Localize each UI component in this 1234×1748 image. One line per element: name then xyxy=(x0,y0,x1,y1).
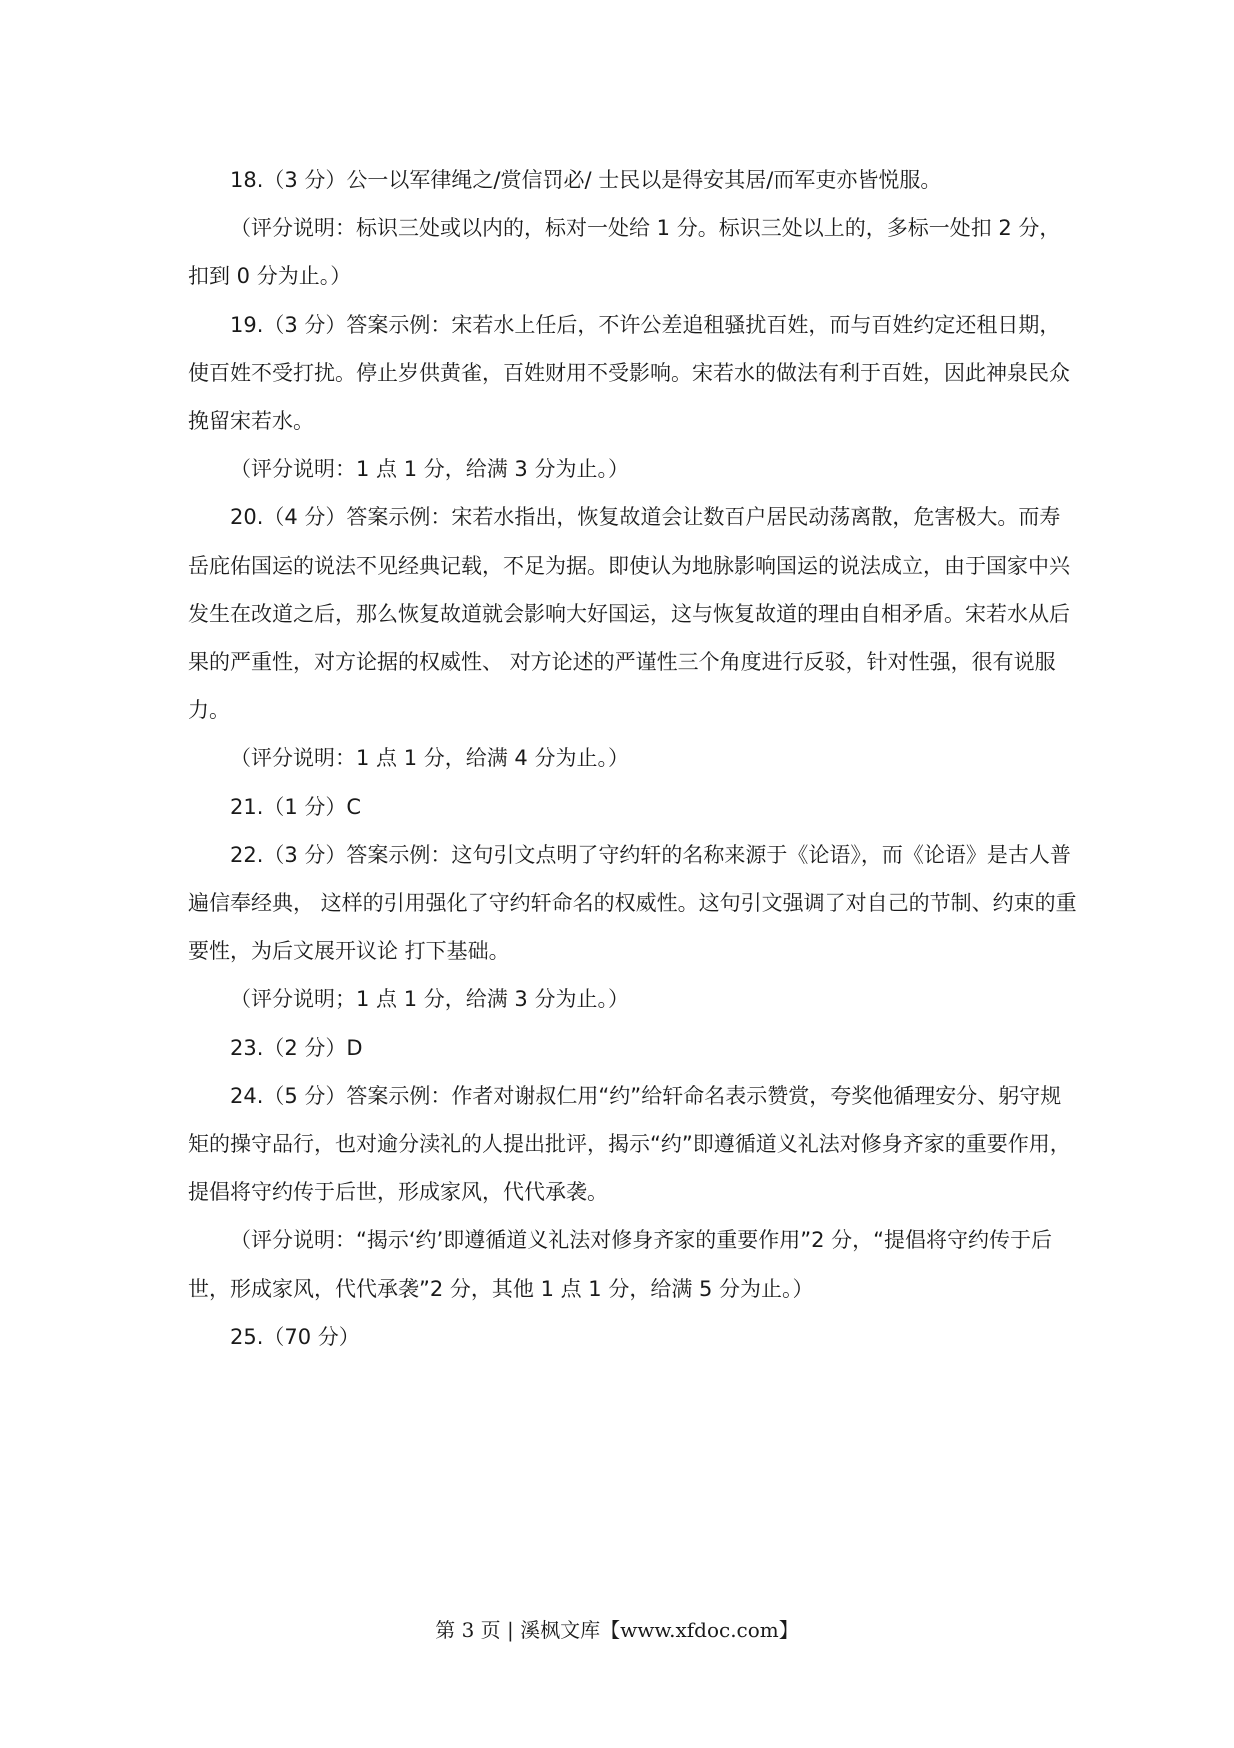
scoring-note: （评分说明：标识三处或以内的，标对一处给 1 分。标识三处以上的，多标一处扣 2 分，扣到 0 分为止。） xyxy=(188,216,1061,289)
answer-text: 21.（1 分）C xyxy=(230,794,362,819)
answer-18 xyxy=(188,156,1078,301)
answer-text: 19.（3 分）答案示例：宋若水上任后，不许公差追租骚扰百姓，而与百姓约定还租日期，使百姓不受打扰。停止岁供黄雀，百姓财用不受影响。宋若水的做法有利于百姓，因此神泉民众挽留宋若水。 xyxy=(188,312,1070,434)
scoring-note: （评分说明：“揭示‘约’即遵循道义礼法对修身齐家的重要作用”2 分，“提倡将守约传于后世，形成家风，代代承袭”2 分，其他 1 点 1 分，给满 5 分为止。） xyxy=(188,1228,1053,1301)
answer-22 xyxy=(188,831,1078,1024)
answer-24 xyxy=(188,1072,1078,1313)
answer-23 xyxy=(188,1024,1078,1072)
document-body xyxy=(188,156,1078,1361)
answer-text: 22.（3 分）答案示例：这句引文点明了守约轩的名称来源于《论语》，而《论语》是古人普遍信奉经典， 这样的引用强化了守约轩命名的权威性。这句引文强调了对自己的节制、约束的重要性，为后文展开议论 打下基础。 xyxy=(188,842,1077,964)
answer-19 xyxy=(188,301,1078,494)
answer-25 xyxy=(188,1313,1078,1361)
answer-21 xyxy=(188,783,1078,831)
answer-text: 24.（5 分）答案示例：作者对谢叔仁用“约”给轩命名表示赞赏，夸奖他循理安分、躬守规矩的操守品行，也对逾分渎礼的人提出批评，揭示“约”即遵循道义礼法对修身齐家的重要作用，提倡将守约传于后世，形成家风，代代承袭。 xyxy=(188,1083,1071,1205)
answer-text: 18.（3 分）公一以军律绳之/赏信罚必/ 士民以是得安其居/而军吏亦皆悦服。 xyxy=(230,168,942,192)
answer-text: 20.（4 分）答案示例：宋若水指出，恢复故道会让数百户居民动荡离散，危害极大。而寿岳庇佑国运的说法不见经典记载，不足为据。即使认为地脉影响国运的说法成立，由于国家中兴发生在改道之后，那么恢复故道就会影响大好国运，这与恢复故道的理由自相矛盾。宋若水从后果的严重性，对方论据的权威性、 对方论述的严谨性三个角度进行反驳，针对性强，很有说服力。 xyxy=(188,505,1070,723)
answer-text: 23.（2 分）D xyxy=(230,1035,363,1060)
scoring-note: （评分说明：1 点 1 分，给满 3 分为止。） xyxy=(230,457,629,482)
scoring-note: （评分说明；1 点 1 分，给满 3 分为止。） xyxy=(230,987,629,1012)
answer-20 xyxy=(188,493,1078,782)
scoring-note: （评分说明：1 点 1 分，给满 4 分为止。） xyxy=(230,746,629,771)
page-footer: 第 3 页 | 溪枫文库【www.xfdoc.com】 xyxy=(435,1618,799,1642)
answer-text: 25.（70 分） xyxy=(230,1324,360,1349)
